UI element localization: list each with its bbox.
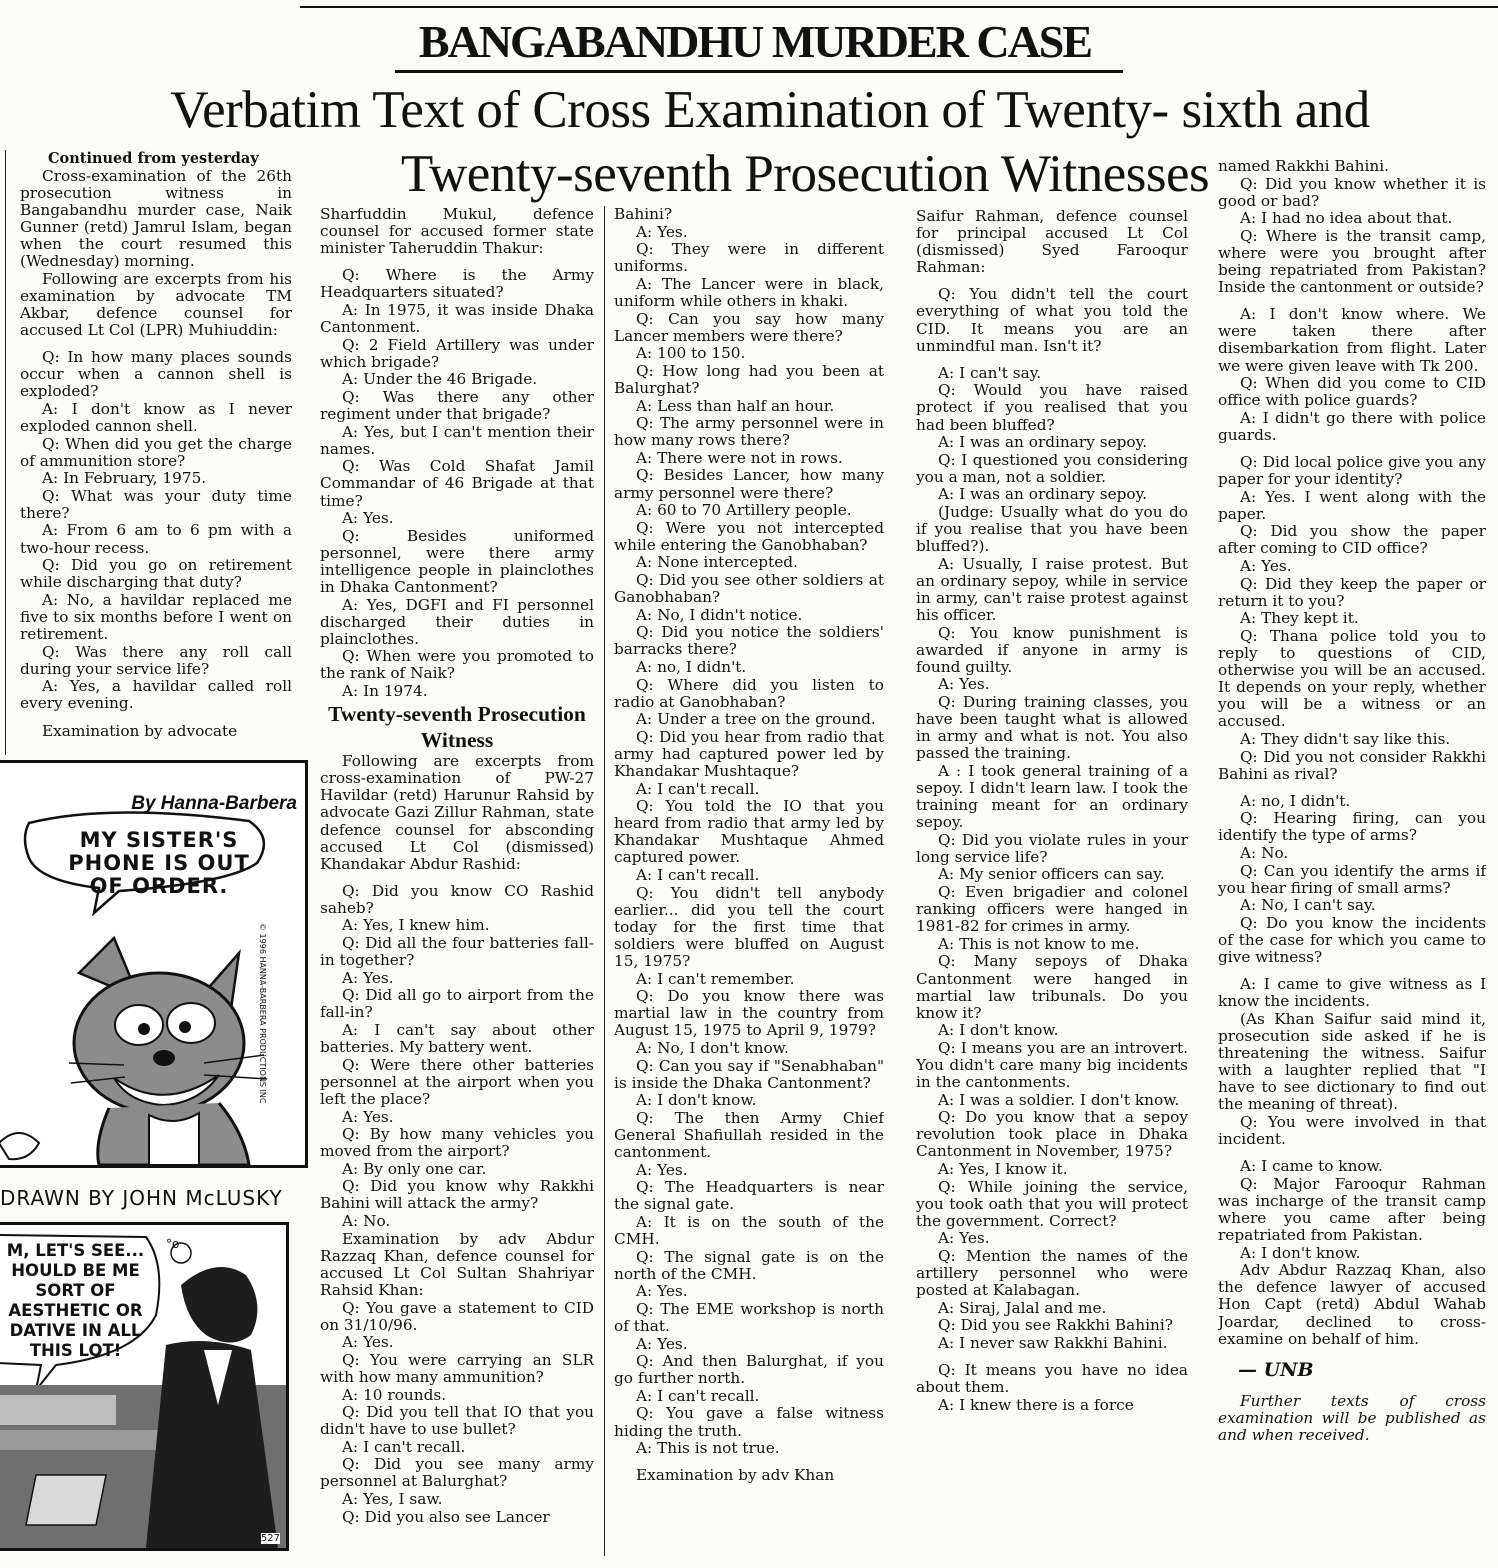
paragraph: A: The Lancer were in black, uniform while others in khaki. xyxy=(614,274,884,310)
paragraph: Q: During training classes, you have been taught what is allowed in army and what is not. You also passed the training. xyxy=(916,693,1188,763)
paragraph: Q: Where is the transit camp, where were you brought after being repatriated from Pakistan? Inside the cantonment or outside? xyxy=(1218,226,1486,297)
continuation-note: Further texts of cross examination will be published as and when received. xyxy=(1218,1391,1486,1444)
paragraph: A: 10 rounds. xyxy=(342,1385,447,1404)
paragraph: A: No, I can't say. xyxy=(1240,896,1376,915)
paragraph: A: Yes. xyxy=(1240,557,1292,576)
paragraph: A: This is not true. xyxy=(636,1439,780,1458)
column-4 xyxy=(916,208,1188,1558)
paragraph: Q: I questioned you considering you a man, not a soldier. xyxy=(916,450,1188,486)
paragraph: Examination by adv Abdur Razzaq Khan, defence counsel for accused Lt Col Sultan Shahriyar Rahsid Khan: xyxy=(320,1229,594,1299)
paragraph: Q: Did you also see Lancer xyxy=(342,1507,550,1526)
paragraph: A: Yes, I saw. xyxy=(342,1490,443,1509)
paragraph: A: Yes. xyxy=(342,1107,394,1126)
paragraph: Following are excerpts from his examination by advocate TM Akbar, defence counsel for accused Lt Col (LPR) Muhiuddin: xyxy=(20,269,292,339)
paragraph: A: Yes. xyxy=(636,1334,688,1353)
paragraph: A: I had no idea about that. xyxy=(1240,209,1453,228)
paragraph: named Rakkhi Bahini. xyxy=(1218,158,1390,175)
paragraph: A: By only one car. xyxy=(342,1159,487,1178)
paragraph: A: Yes. xyxy=(342,1333,394,1352)
paragraph: Q: Do you know there was martial law in the country from August 15, 1975 to April 9, 1979? xyxy=(614,987,884,1040)
paragraph: A: From 6 am to 6 pm with a two-hour recess. xyxy=(20,521,292,557)
paragraph: A: I never saw Rakkhi Bahini. xyxy=(938,1334,1168,1352)
paragraph: Q: Did they keep the paper or return it to you? xyxy=(1218,574,1486,610)
paragraph: A: No. xyxy=(1240,844,1289,863)
paragraph: A: Yes. xyxy=(636,1160,688,1179)
paragraph: A: This is not know to me. xyxy=(938,934,1140,953)
paragraph: A: Yes. xyxy=(636,222,688,241)
paragraph: A: No, I didn't notice. xyxy=(636,605,803,624)
paragraph: Q: Do you know that a sepoy revolution took place in Dhaka Cantonment in November, 1975? xyxy=(916,1108,1188,1161)
headline-line-1: Verbatim Text of Cross Examination of Twenty- sixth and xyxy=(170,81,1370,139)
paragraph: Q: Was there any roll call during your service life? xyxy=(20,642,292,678)
column-5 xyxy=(1218,158,1486,1568)
paragraph: Q: Did all go to airport from the fall-in? xyxy=(320,986,594,1022)
paragraph: Cross-examination of the 26th prosecution witness in Bangabandhu murder case, Naik Gunner (retd) Jamrul Islam, began when the court resumed this (Wednesday) morning. xyxy=(20,166,292,271)
comic-credit: By Hanna-Barbera xyxy=(131,793,297,814)
paragraph: Q: Besides Lancer, how many army personnel were there? xyxy=(614,466,884,502)
agency-credit: — UNB xyxy=(1238,1358,1314,1381)
paragraph: Q: The army personnel were in how many rows there? xyxy=(614,414,884,450)
paragraph: Q: You were involved in that incident. xyxy=(1218,1112,1486,1149)
paragraph: A: No. xyxy=(342,1212,391,1231)
paragraph: Examination by adv Khan xyxy=(636,1466,835,1485)
paragraph: Q: Did you not consider Rakkhi Bahini as rival? xyxy=(1218,747,1486,783)
paragraph: Q: Did local police give you any paper for your identity? xyxy=(1218,453,1486,489)
paragraph: Q: The then Army Chief General Shafiullah resided in the cantonment. xyxy=(614,1108,884,1162)
paragraph: A: I came to know. xyxy=(1240,1157,1383,1176)
paragraph: Q: Major Farooqur Rahman was incharge of the transit camp where you came after being repatriated from Pakistan. xyxy=(1218,1174,1486,1245)
comic-panel-detective xyxy=(0,1222,289,1551)
paragraph: A: I can't recall. xyxy=(636,779,760,798)
paragraph: Q: I means you are an introvert. You didn't care many big incidents in the cantonments. xyxy=(916,1038,1188,1092)
paragraph: A: Under the 46 Brigade. xyxy=(342,370,538,389)
kicker-headline: BANGABANDHU MURDER CASE xyxy=(418,16,1092,67)
paragraph: A: Usually, I raise protest. But an ordinary sepoy, while in service in army, can't raise protest against his officer. xyxy=(916,554,1188,625)
paragraph: Examination by advocate xyxy=(42,721,238,740)
paragraph: A: I don't know. xyxy=(636,1091,757,1110)
paragraph: Q: Would you have raised protect if you realised that you had been bluffed? xyxy=(916,381,1188,434)
paragraph: A: I came to give witness as I know the incidents. xyxy=(1218,975,1486,1011)
paragraph: A: Yes, I knew him. xyxy=(342,916,490,935)
paragraph: (Judge: Usually what do you do if you realise that you have been bluffed?). xyxy=(916,503,1188,556)
paragraph: Q: Did you go on retirement while discharging that duty? xyxy=(20,556,292,592)
column-3 xyxy=(614,206,884,1566)
paragraph: A: In 1975, it was inside Dhaka Cantonment. xyxy=(320,300,594,337)
paragraph: Q: Can you identify the arms if you hear firing of small arms? xyxy=(1218,861,1486,897)
paragraph: A: 60 to 70 Artillery people. xyxy=(636,501,852,520)
paragraph: A: I can't recall. xyxy=(636,1386,760,1405)
paragraph: A: I don't know as I never exploded cannon shell. xyxy=(20,399,292,435)
paragraph: Q: Can you say if "Senabhaban" is inside the Dhaka Cantonment? xyxy=(614,1056,884,1092)
paragraph: A: Yes. xyxy=(938,1229,990,1248)
paragraph: Saifur Rahman, defence counsel for principal accused Lt Col (dismissed) Syed Farooqur Rahman: xyxy=(916,208,1188,277)
paragraph: Q: The Headquarters is near the signal gate. xyxy=(614,1178,884,1214)
paragraph: A: no, I didn't. xyxy=(636,657,747,676)
paragraph: Q: Did you know whether it is good or bad? xyxy=(1218,174,1486,210)
paragraph: Q: The signal gate is on the north of the CMH. xyxy=(614,1247,884,1283)
paragraph: Q: Thana police told you to reply to questions of CID, otherwise you will be an accused. It depends on your reply, whether you will be a witness or an accused. xyxy=(1218,626,1486,731)
paragraph: A: In 1974. xyxy=(342,682,428,701)
paragraph: A : I took general training of a sepoy. I didn't learn law. I took the training meant for an ordinary sepoy. xyxy=(916,761,1188,832)
continued-label: Continued from yesterday xyxy=(48,150,259,167)
paragraph: A: There were not in rows. xyxy=(636,448,843,467)
paragraph: Q: Did you violate rules in your long service life? xyxy=(916,830,1188,866)
paragraph: A: I can't remember. xyxy=(636,969,795,988)
paragraph: A: None intercepted. xyxy=(636,553,798,572)
paragraph: Q: You gave a statement to CID on 31/10/96. xyxy=(320,1298,594,1334)
paragraph: Q: What was your duty time there? xyxy=(20,486,292,522)
paragraph: A: no, I didn't. xyxy=(1240,791,1351,810)
column-divider xyxy=(604,206,605,1556)
paragraph: Q: You know punishment is awarded if anyone in army is found guilty. xyxy=(916,623,1188,676)
paragraph: Q: You were carrying an SLR with how many ammunition? xyxy=(320,1350,594,1386)
paragraph: Q: Besides uniformed personnel, were there army intelligence people in plainclothes in Dhaka Cantonment? xyxy=(320,526,594,596)
paragraph: Q: You didn't tell anybody earlier... did you tell the court today for the first time that soldiers were bluffed on August 15, 1975? xyxy=(614,883,884,971)
paragraph: A: I was a soldier. I don't know. xyxy=(938,1090,1180,1109)
paragraph: A: I was an ordinary sepoy. xyxy=(938,485,1148,504)
paragraph: Q: Did you see Rakkhi Bahini? xyxy=(938,1316,1173,1335)
paragraph: Q: In how many places sounds occur when a cannon shell is exploded? xyxy=(20,348,292,401)
paragraph: Q: Did you show the paper after coming to CID office? xyxy=(1218,522,1486,558)
kicker-underline xyxy=(395,70,1123,73)
paragraph: Q: Were there other batteries personnel at the airport when you left the place? xyxy=(320,1055,594,1108)
paragraph: Q: Did you see many army personnel at Balurghat? xyxy=(320,1455,594,1491)
comic2-thought-dots: °o xyxy=(166,1237,180,1251)
paragraph: Q: They were in different uniforms. xyxy=(614,240,884,276)
column-divider xyxy=(5,150,6,755)
paragraph: Q: You told the IO that you heard from radio that army led by Khandakar Mushtaque Ahmed captured power. xyxy=(614,797,884,867)
paragraph: Q: Where is the Army Headquarters situated? xyxy=(320,266,594,302)
paragraph: Q: Did you know CO Rashid saheb? xyxy=(320,881,594,917)
paragraph: Q: You didn't tell the court everything of what you told the CID. It means you are an unmindful man. Isn't it? xyxy=(916,285,1188,355)
paragraph: Q: Where did you listen to radio at Ganobhaban? xyxy=(614,675,884,711)
paragraph: Q: When did you get the charge of ammunition store? xyxy=(20,434,292,470)
comic-panel-tom xyxy=(0,760,308,1168)
headline-line-2: Twenty-seventh Prosecution Witnesses xyxy=(400,145,1210,203)
paragraph: A: In February, 1975. xyxy=(42,469,207,488)
paragraph: A: Under a tree on the ground. xyxy=(636,710,876,729)
paragraph: A: I knew there is a force xyxy=(938,1395,1134,1414)
paragraph: A: It is on the south of the CMH. xyxy=(614,1212,884,1249)
paragraph: Q: Did you know why Rakkhi Bahini will attack the army? xyxy=(320,1177,594,1213)
paragraph: A: Siraj, Jalal and me. xyxy=(938,1298,1107,1317)
paragraph: Q: Mention the names of the artillery personnel who were posted at Kalabagan. xyxy=(916,1247,1188,1300)
paragraph: A: Yes, I know it. xyxy=(938,1160,1068,1179)
paragraph: A: Less than half an hour. xyxy=(636,396,835,415)
paragraph: Q: Did you see other soldiers at Ganobhaban? xyxy=(614,570,884,607)
paragraph: Q: 2 Field Artillery was under which brigade? xyxy=(320,335,594,371)
paragraph: Q: Did you tell that IO that you didn't have to use bullet? xyxy=(320,1403,594,1439)
paragraph: Q: By how many vehicles you moved from the airport? xyxy=(320,1125,594,1161)
paragraph: Q: Was there any other regiment under that brigade? xyxy=(320,387,594,424)
paragraph: A: Yes, but I can't mention their names. xyxy=(320,422,594,458)
paragraph: A: I was an ordinary sepoy. xyxy=(938,433,1148,452)
subheading-twenty-seventh-witness: Twenty-seventh Prosecution Witness xyxy=(328,701,586,752)
paragraph: Q: Do you know the incidents of the case for which you came to give witness? xyxy=(1218,913,1486,967)
paragraph: A: They didn't say like this. xyxy=(1240,730,1451,748)
comic-speech-bubble: MY SISTER'S PHONE IS OUT OF ORDER. xyxy=(68,828,250,898)
paragraph: A: I don't know. xyxy=(938,1021,1059,1040)
column-1 xyxy=(20,150,292,755)
comic2-credit: DRAWN BY JOHN McLUSKY xyxy=(0,1186,283,1210)
top-rule xyxy=(300,6,1498,8)
paragraph: Q: Did all the four batteries fall-in together? xyxy=(320,934,594,970)
paragraph: Q: Were you not intercepted while entering the Ganobhaban? xyxy=(614,518,884,554)
paragraph: A: 100 to 150. xyxy=(636,344,746,363)
paragraph: A: I didn't go there with police guards. xyxy=(1218,408,1486,444)
paragraph: Sharfuddin Mukul, defence counsel for accused former state minister Taheruddin Thakur: xyxy=(320,206,594,258)
paragraph: Q: Many sepoys of Dhaka Cantonment were hanged in martial law tribunals. Do you know it? xyxy=(916,952,1188,1022)
paragraph: A: They kept it. xyxy=(1240,609,1359,628)
paragraph: Q: When did you come to CID office with police guards? xyxy=(1218,374,1486,410)
paragraph: Q: You gave a false witness hiding the truth. xyxy=(614,1404,884,1440)
paragraph: A: I can't recall. xyxy=(636,866,760,885)
comic-copyright: © 1996 HANNA-BARBERA PRODUCTIONS INC xyxy=(258,923,267,1104)
paragraph: Q: Hearing firing, can you identify the type of arms? xyxy=(1218,809,1486,845)
paragraph: A: Yes. xyxy=(636,1282,688,1301)
paragraph: A: I can't recall. xyxy=(342,1437,466,1456)
paragraph: Q: The EME workshop is north of that. xyxy=(614,1299,884,1335)
paragraph: A: Yes, a havildar called roll every evening. xyxy=(20,677,292,713)
paragraph: A: My senior officers can say. xyxy=(938,865,1165,884)
paragraph: Q: Even brigadier and colonel ranking officers were hanged in 1981-82 for crimes in army. xyxy=(916,883,1188,936)
paragraph: Bahini? xyxy=(614,206,673,223)
column-2 xyxy=(320,206,594,1566)
paragraph: Following are excerpts from cross-examination of PW-27 Havildar (retd) Harunur Rahsid by advocate Gazi Zillur Rahman, state defence counsel for absconding accused Lt Col (dismissed) Khandakar Abdur Rashid: xyxy=(320,752,594,873)
paragraph: Q: When were you promoted to the rank of Naik? xyxy=(320,647,594,683)
paragraph: A: I don't know. xyxy=(1240,1243,1361,1262)
paragraph: A: Yes. xyxy=(342,509,394,528)
paragraph: A: Yes. xyxy=(938,675,990,694)
paragraph: A: Yes. xyxy=(342,968,394,987)
paragraph: Q: While joining the service, you took oath that you will protect the government. Correct? xyxy=(916,1177,1188,1230)
paragraph: Q: Did you hear from radio that army had captured power led by Khandakar Mushtaque? xyxy=(614,727,884,780)
paragraph: A: No, a havildar replaced me five to six months before I went on retirement. xyxy=(20,590,292,644)
paragraph: Q: Can you say how many Lancer members were there? xyxy=(614,309,884,345)
paragraph: (As Khan Saifur said mind it, prosecution side asked if he is threatening the witness. Saifur with a laughter replied that "I have to see dictionary to find out the meaning of threat). xyxy=(1218,1009,1486,1114)
paragraph: A: No, I don't know. xyxy=(636,1039,789,1057)
paragraph: A: Yes, DGFI and FI personnel discharged their duties in plainclothes. xyxy=(320,595,594,648)
paragraph: A: I can't say about other batteries. My battery went. xyxy=(320,1021,594,1057)
paragraph: Q: How long had you been at Balurghat? xyxy=(614,361,884,397)
comic2-speech-bubble: M, LET'S SEE... HOULD BE ME SORT OF AESTHETIC OR DATIVE IN ALL THIS LOT! xyxy=(6,1241,145,1360)
paragraph: Q: It means you have no idea about them. xyxy=(916,1361,1188,1397)
paragraph: Q: And then Balurghat, if you go further north. xyxy=(614,1352,884,1388)
paragraph: Q: Was Cold Shafat Jamil Commandar of 46 Brigade at that time? xyxy=(320,457,594,510)
paragraph: Adv Abdur Razzaq Khan, also the defence lawyer of accused Hon Capt (retd) Abdul Wahab Joardar, declined to cross-examine on behalf of him. xyxy=(1218,1261,1486,1348)
paragraph: A: I don't know where. We were taken there after disembarkation from flight. Later we were given leave with Tk 200. xyxy=(1218,305,1486,375)
comic2-strip-number: 527 xyxy=(260,1533,280,1544)
paragraph: A: I can't say. xyxy=(938,363,1042,382)
paragraph: Q: Did you notice the soldiers' barracks there? xyxy=(614,623,884,659)
paragraph: A: Yes. I went along with the paper. xyxy=(1218,487,1486,523)
